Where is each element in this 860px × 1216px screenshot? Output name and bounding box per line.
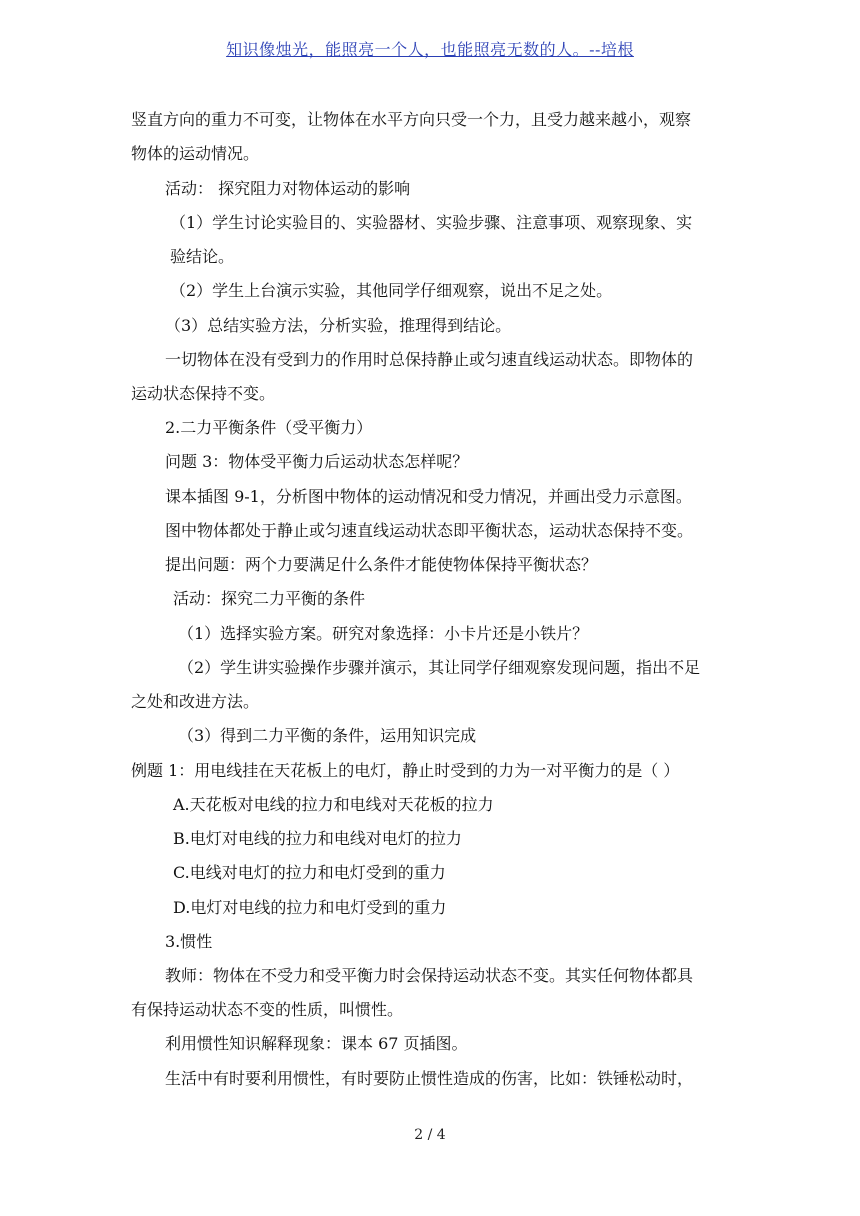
text-line: 物体的运动情况。 [131, 144, 260, 163]
example-question: 例题 1：用电线挂在天花板上的电灯，静止时受到的力为一对平衡力的是（ ） [131, 761, 680, 780]
text-line: 一切物体在没有受到力的作用时总保持静止或匀速直线运动状态。即物体的 [165, 350, 694, 369]
text-line: 课本插图 9-1，分析图中物体的运动情况和受力情况，并画出受力示意图。 [165, 487, 692, 506]
section-heading: 3.惯性 [165, 932, 213, 951]
text-line: 之处和改进方法。 [131, 692, 260, 711]
text-line: 活动：探究二力平衡的条件 [173, 589, 366, 608]
text-line: 教师：物体在不受力和受平衡力时会保持运动状态不变。其实任何物体都具 [165, 966, 694, 985]
text-line: （2）学生上台演示实验，其他同学仔细观察，说出不足之处。 [170, 281, 613, 300]
option-a: A.天花板对电线的拉力和电线对天花板的拉力 [173, 795, 494, 814]
text-line: 问题 3：物体受平衡力后运动状态怎样呢？ [165, 452, 469, 471]
text-line: 验结论。 [170, 247, 235, 266]
text-line: 生活中有时要利用惯性，有时要防止惯性造成的伤害，比如：铁锤松动时， [165, 1069, 694, 1088]
option-c: C.电线对电灯的拉力和电灯受到的重力 [173, 863, 446, 882]
text-line: （2）学生讲实验操作步骤并演示，其让同学仔细观察发现问题，指出不足 [178, 658, 701, 677]
text-line: 图中物体都处于静止或匀速直线运动状态即平衡状态，运动状态保持不变。 [165, 521, 694, 540]
text-line: （3）得到二力平衡的条件，运用知识完成 [178, 726, 477, 745]
option-d: D.电灯对电线的拉力和电灯受到的重力 [173, 898, 447, 917]
text-line: 竖直方向的重力不可变，让物体在水平方向只受一个力，且受力越来越小，观察 [131, 110, 692, 129]
text-line: 提出问题：两个力要满足什么条件才能使物体保持平衡状态？ [165, 555, 598, 574]
option-b: B.电灯对电线的拉力和电线对电灯的拉力 [173, 829, 462, 848]
text-line: 活动： 探究阻力对物体运动的影响 [165, 179, 411, 198]
text-line: 利用惯性知识解释现象：课本 67 页插图。 [165, 1034, 468, 1053]
text-line: 有保持运动状态不变的性质，叫惯性。 [131, 1000, 404, 1019]
section-heading: 2.二力平衡条件（受平衡力） [165, 418, 373, 437]
text-line: 运动状态保持不变。 [131, 384, 276, 403]
text-line: （1）选择实验方案。研究对象选择：小卡片还是小铁片？ [178, 624, 589, 643]
text-line: （3）总结实验方法，分析实验，推理得到结论。 [165, 316, 512, 335]
page-number: 2 / 4 [414, 1127, 446, 1143]
text-line: （1）学生讨论实验目的、实验器材、实验步骤、注意事项、观察现象、实 [170, 213, 693, 232]
page-header-quote: 知识像烛光，能照亮一个人，也能照亮无数的人。--培根 [226, 40, 634, 59]
